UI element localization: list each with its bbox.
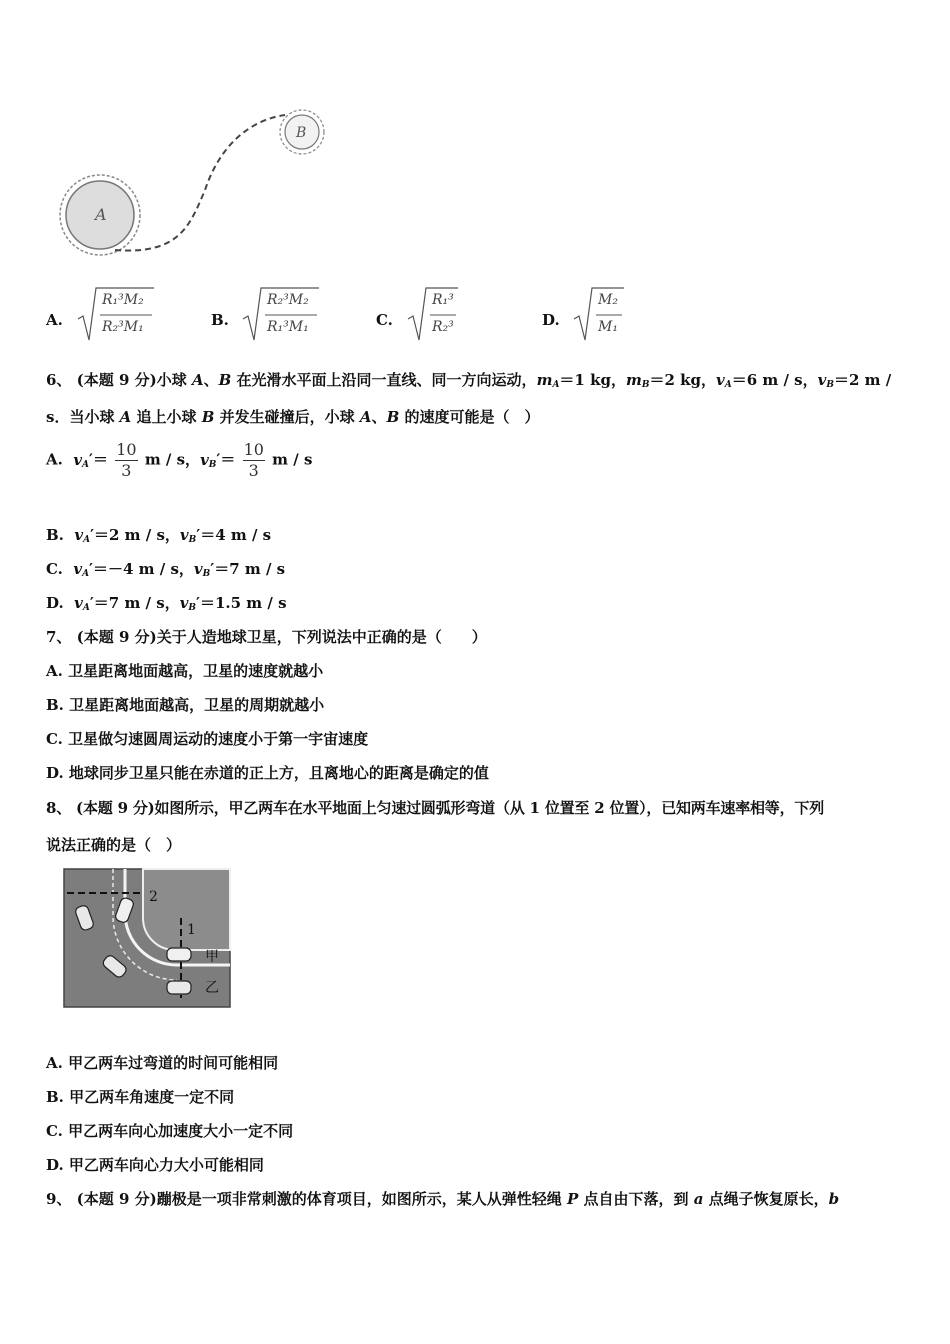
- fraction-numerator: R₁³: [432, 292, 454, 308]
- q5-option-a: [46, 285, 206, 345]
- label-car-jia: 甲: [205, 949, 219, 965]
- planet-a-label: A: [95, 205, 107, 224]
- q8-option-a: A. 甲乙两车过弯道的时间可能相同: [46, 1054, 279, 1072]
- curve-road-figure: [63, 868, 231, 1010]
- car-jia-pos1: [167, 948, 191, 961]
- orbit-figure: [40, 95, 360, 270]
- planet-b-label: B: [296, 125, 307, 141]
- q6-stem-line2: s．当小球 A 追上小球 B 并发生碰撞后，小球 A、B 的速度可能是（ ）: [46, 408, 540, 426]
- q5-option-b: [211, 285, 371, 345]
- q7-stem: 7、 (本题 9 分)关于人造地球卫星，下列说法中正确的是（ ）: [46, 628, 487, 646]
- q7-option-a: A. 卫星距离地面越高，卫星的速度就越小: [46, 662, 324, 680]
- q6-option-a: A. $v_A'=$ $\frac{10}{3}$ m / s，$v_B'=$ $\frac{10}{3}$ m / s: [46, 440, 313, 480]
- q7-option-d: D. 地球同步卫星只能在赤道的正上方，且离地心的距离是确定的值: [46, 764, 489, 782]
- fraction-numerator: R₁³M₂: [102, 292, 144, 308]
- q7-option-c: C. 卫星做匀速圆周运动的速度小于第一宇宙速度: [46, 730, 369, 748]
- q8-stem-line2: 说法正确的是（ ）: [46, 836, 182, 854]
- label-pos1: 1: [187, 922, 196, 938]
- option-label: D.: [542, 311, 560, 329]
- car-yi-pos1: [167, 981, 191, 994]
- fraction-denominator: R₂³M₁: [102, 319, 144, 335]
- fraction-denominator: R₂³: [432, 319, 454, 335]
- q6-stem-line1: 6、 (本题 9 分)小球 A、B 在光滑水平面上沿同一直线、同一方向运动，$m_A=1$ kg，$m_B=2$ kg，$v_A=6$ m / s，$v_B=2$ m /: [46, 371, 892, 390]
- q9-stem: 9、 (本题 9 分)蹦极是一项非常刺激的体育项目，如图所示，某人从弹性轻绳 P 点自由下落，到 a 点绳子恢复原长，b: [46, 1190, 840, 1208]
- fraction-10-3: $\frac{10}{3}$: [116, 440, 137, 480]
- transfer-trajectory: [115, 115, 285, 251]
- q7-option-b: B. 卫星距离地面越高，卫星的周期就越小: [46, 696, 325, 714]
- q8-option-b: B. 甲乙两车角速度一定不同: [46, 1088, 235, 1106]
- q8-option-c: C. 甲乙两车向心加速度大小一定不同: [46, 1122, 294, 1140]
- fraction-10-3: $\frac{10}{3}$: [243, 440, 264, 480]
- label-pos2: 2: [149, 889, 158, 905]
- q8-stem-line1: 8、 (本题 9 分)如图所示，甲乙两车在水平地面上匀速过圆弧形弯道（从 1 位置至 2 位置），已知两车速率相等，下列: [46, 799, 825, 817]
- q5-option-d: [542, 285, 702, 345]
- fraction-numerator: M₂: [598, 292, 618, 308]
- label-car-yi: 乙: [205, 980, 219, 996]
- q6-option-b: B. $v_A'=2$ m / s，$v_B'=4$ m / s: [46, 526, 272, 545]
- fraction-denominator: R₁³M₁: [267, 319, 309, 335]
- option-label: B.: [211, 311, 229, 329]
- option-label: A.: [46, 311, 63, 329]
- fraction-denominator: M₁: [598, 319, 618, 335]
- q8-option-d: D. 甲乙两车向心力大小可能相同: [46, 1156, 264, 1174]
- q6-option-d: D. $v_A'=7$ m / s，$v_B'=1.5$ m / s: [46, 594, 287, 613]
- option-label: C.: [376, 311, 393, 329]
- q6-option-c: C. $v_A'=-4$ m / s，$v_B'=7$ m / s: [46, 560, 286, 579]
- q5-option-c: [376, 285, 536, 345]
- fraction-numerator: R₂³M₂: [267, 292, 309, 308]
